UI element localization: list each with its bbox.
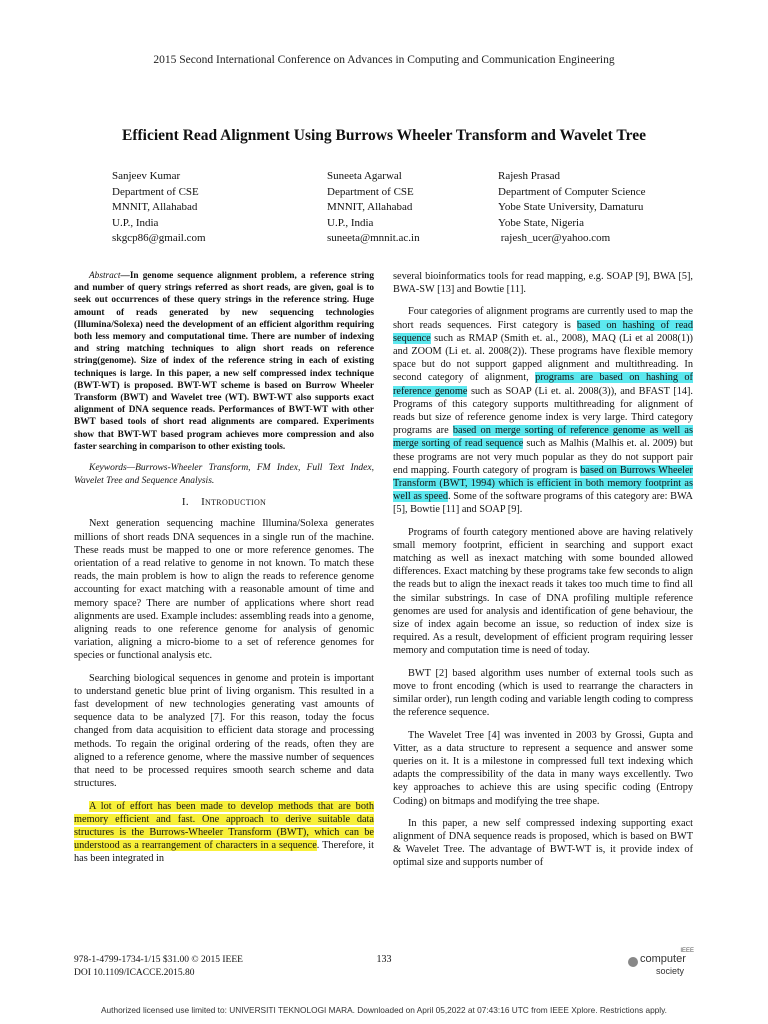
highlight-cyan: based on merge sorting of reference genome as well as merge sorting of read sequence xyxy=(393,425,694,450)
paragraph-text: . Therefore, it has been integrated in xyxy=(74,840,374,865)
categories-paragraph xyxy=(393,305,693,516)
highlight-yellow: A lot of effort has been made to develop methods that are both memory efficient and fast. One approach to derive suitable data structures is the Burrows-Wheeler Transform (BWT), which can be understood as a rearrangement of characters in a sequence xyxy=(74,800,374,852)
author-block-3 xyxy=(498,169,646,247)
bwt-paragraph: BWT [2] based algorithm uses number of external tools such as move to front encoding (which is used to rearrange the characters in similar order), run length coding and variable length coding to compress the reference sequence. xyxy=(393,667,693,719)
paragraph-continued: several bioinformatics tools for read mapping, e.g. SOAP [9], BWA [5], BWA-SW [13] and Bowtie [11]. xyxy=(393,271,693,296)
paragraph-text: such as RMAP (Smith et. al., 2008), MAQ (Li et al 2008(1)) and ZOOM (Li et. al. 2008(2)). These programs have flexible memory space but do not support gapped alignment and multithreading. In second category of alignment, xyxy=(393,332,693,384)
paragraph-text: such as SOAP (Li et. al. 2008(3)), and BFAST [14]. Programs of this category supports multithreading for alignment of reads but size of reference genome index is very large. Third category programs are xyxy=(393,385,693,437)
left-column xyxy=(74,270,374,875)
fourth-category-paragraph: Programs of fourth category mentioned above are having relatively small memory footprint, efficient in searching and support exact matching as well as inexact matching with some bounded allowed differences. Exact matching by these programs take few seconds to align the reads but to align the inexact reads it takes too much time to find all the similar substrings. In case of DNA profiling multiple reference genomes are used for analysis and identification of gene behaviour, the size of index again become an issue, so reduction of index size is required. As a result, development of efficient program requiring lesser memory and computation time is need of today. xyxy=(393,526,693,657)
section-title: Introduction xyxy=(201,496,267,509)
abstract-text: —In genome sequence alignment problem, a reference string and number of query strings referred as short reads, are given, goal is to seek out occurrences of these query strings in the reference string. Huge amount of reads generated by new sequencing technologies (Illumina/Solexa) need the development of an efficient algorithm requiring both less memory and computational time. There are number of indexing and string matching techniques to align short reads on reference string(genome). Size of index of the reference string in each of existing techniques is large. In this paper, a new self compressed index technique (BWT-WT) is proposed. BWT-WT scheme is based on Burrow Wheeler Transform (BWT) and Wavelet tree (WT). BWT-WT also supports exact alignment of DNA sequence reads. Performances of BWT-WT with other BWT based tools of short read alignments are compared. Experiments show that BWT-WT based program achieves more compression and also faster searching in comparison to other existing tools. xyxy=(74,271,374,452)
right-column xyxy=(393,270,693,879)
section-heading xyxy=(74,496,374,509)
keywords: Keywords—Burrows-Wheeler Transform, FM Index, Full Text Index, Wavelet Tree and Sequence Analysis. xyxy=(74,463,374,486)
highlight-cyan: based on Burrows Wheeler Transform (BWT, 1994) which is efficient in both memory footprint as well as speed xyxy=(393,464,693,503)
highlight-cyan: programs are based on hashing of reference genome xyxy=(393,372,693,397)
isbn-line: 978-1-4799-1734-1/15 $31.00 © 2015 IEEE xyxy=(74,955,243,965)
section-number: I. xyxy=(181,496,189,509)
author-location: U.P., India xyxy=(327,216,374,229)
license-notice: Authorized licensed use limited to: UNIVERSITI TEKNOLOGI MARA. Downloaded on April 05,2022 at 07:43:16 UTC from IEEE Xplore. Restrictions apply. xyxy=(101,1005,667,1015)
paper-title: Efficient Read Alignment Using Burrows Wheeler Transform and Wavelet Tree xyxy=(122,127,646,144)
proposal-paragraph: In this paper, a new self compressed indexing supporting exact alignment of DNA sequence reads is proposed, which is based on BWT & Wavelet Tree. The advantage of BWT-WT is, it provide index of optimal size and supports number of xyxy=(393,817,693,869)
abstract-lead: Abstract xyxy=(89,271,121,281)
doi-line: DOI 10.1109/ICACCE.2015.80 xyxy=(74,968,195,978)
paragraph-text: Four categories of alignment programs are currently used to map the short reads sequences. First category is xyxy=(393,306,693,331)
wavelet-tree-paragraph: The Wavelet Tree [4] was invented in 2003 by Grossi, Gupta and Vitter, as a data structure to represent a sequence and answer some queries on it. It is a milestone in compressed full text indexing which adapts the compressibility of the data in many ways excellently. Two key approaches to achieve this are using specific coding (Entropy Coding) on bitmaps and modifying the tree shape. xyxy=(393,729,693,807)
intro-paragraph-2: Searching biological sequences in genome and protein is important to understand genetic blue print of living organism. This resulted in a fast development of new technologies generating vast amounts of sequence data to be analyzed [7]. For this reason, today the focus changed from data acquisition to efficient data storage and processing methods. To regain the original ordering of the reads, often they are aligned to a reference genome, where the massive number of sequences that need to be processed requires smooth search scheme and data structures. xyxy=(74,672,374,790)
author-dept: Department of CSE xyxy=(327,185,414,198)
author-block-2 xyxy=(327,169,420,247)
paragraph-text: such as Malhis (Malhis et. al. 2009) but these programs are not very much popular as they do not support pair end mapping. Fourth category of program is xyxy=(393,438,693,476)
logo-computer-text: computer xyxy=(640,953,686,965)
highlight-cyan: based on hashing of read sequence xyxy=(393,319,693,344)
author-dept: Department of CSE xyxy=(112,185,199,198)
paragraph-text: . Some of the software programs of this category are: BWA [5], Bowtie [11] and SOAP [9]. xyxy=(393,491,693,516)
author-name: Sanjeev Kumar xyxy=(112,170,181,182)
intro-paragraph-3 xyxy=(74,800,374,866)
author-location: U.P., India xyxy=(112,216,159,229)
author-email: skgcp86@gmail.com xyxy=(112,232,206,244)
logo-ieee-text: IEEE xyxy=(680,948,694,954)
author-dept: Department of Computer Science xyxy=(498,185,646,198)
conference-header: 2015 Second International Conference on Advances in Computing and Communication Engineering xyxy=(153,54,615,66)
ieee-computer-society-logo xyxy=(626,948,696,978)
author-name: Suneeta Agarwal xyxy=(327,170,402,182)
footer-citation xyxy=(74,954,243,980)
author-institution: MNNIT, Allahabad xyxy=(327,201,413,213)
globe-icon xyxy=(628,957,638,967)
page-number: 133 xyxy=(376,954,392,965)
intro-paragraph-1: Next generation sequencing machine Illumina/Solexa generates millions of short reads DNA sequences in a single run of the machine. These reads must be mapped to one or more reference genomes. The orientation of a read relative to genome in not known. To match these reads, the main problem is how to align the reads to reference genome accounting for exact matching with a reasonable amount of time and memory space? There are number of applications where short read alignments are used. Example includes: assembling reads into a genome, aligning reads to one reference genome for analysis of genomic variation, aligning a micro-biome to a set of reference genomes for species or functional analysis etc. xyxy=(74,518,374,662)
author-email: rajesh_ucer@yahoo.com xyxy=(498,232,611,244)
author-email: suneeta@mnnit.ac.in xyxy=(327,232,420,244)
author-block-1 xyxy=(112,169,206,247)
author-name: Rajesh Prasad xyxy=(498,170,561,182)
author-institution: Yobe State University, Damaturu xyxy=(498,201,644,213)
logo-society-text: society xyxy=(656,966,685,976)
author-location: Yobe State, Nigeria xyxy=(498,216,584,229)
author-institution: MNNIT, Allahabad xyxy=(112,201,198,213)
abstract xyxy=(74,270,374,453)
